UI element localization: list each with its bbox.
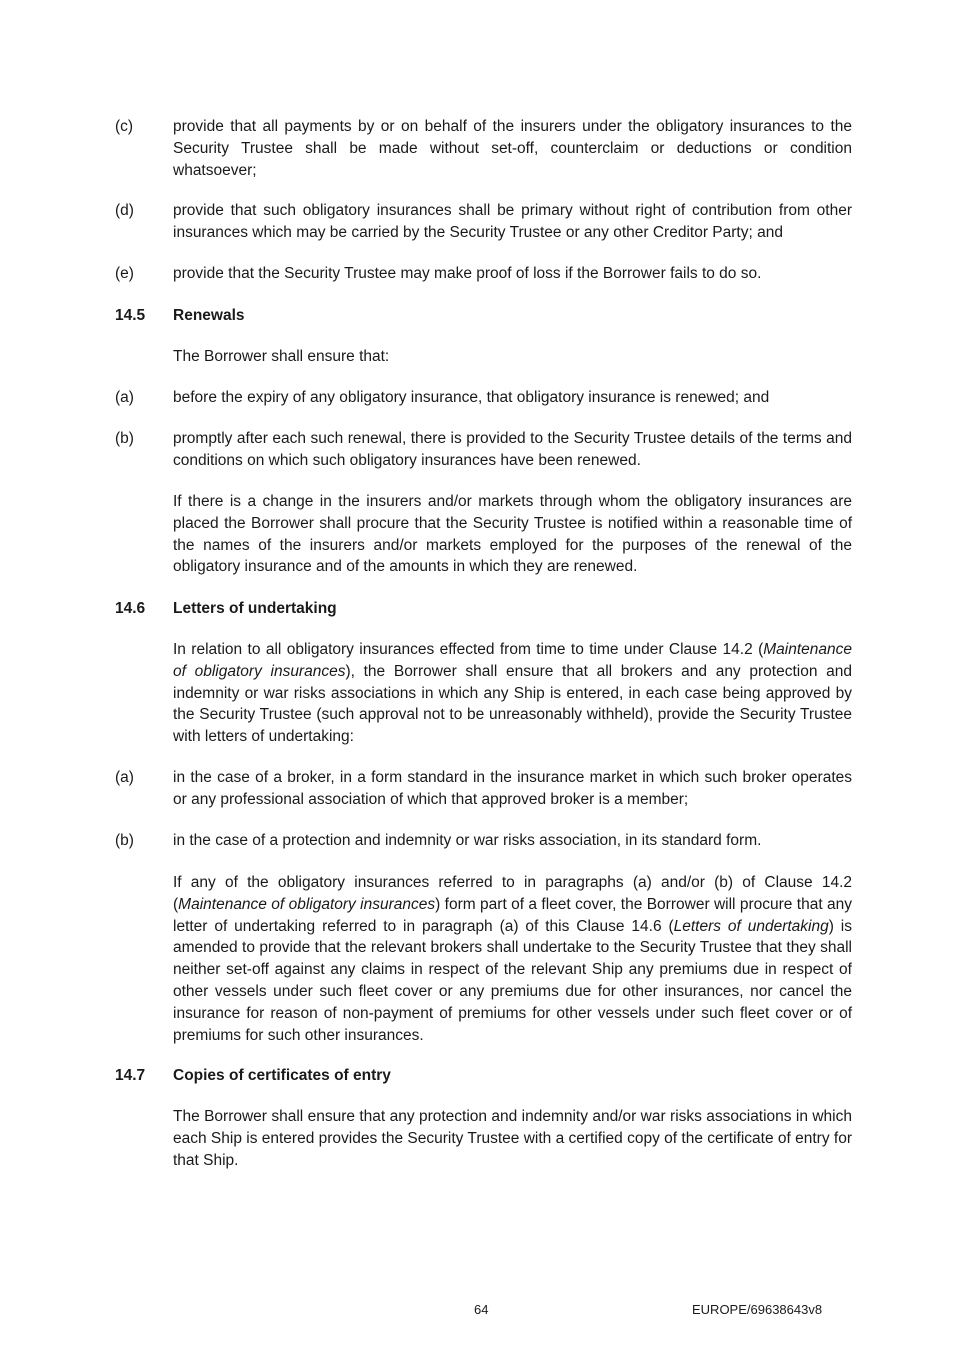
paragraph-text bbox=[173, 872, 852, 1046]
text-run: ) is amended to provide that the relevant brokers shall undertake to the Security Trustee that they shall neither set-off against any claims in respect of the relevant Ship any premiums due in respect of other vessels under such fleet cover or any premiums due for other insurances, nor cancel the insurance for reason of non-payment of premiums for other vessels under such fleet cover or of premiums for such other insurances. bbox=[173, 917, 852, 1044]
item-text: promptly after each such renewal, there is provided to the Security Trustee details of the terms and conditions on which such obligatory insurances have been renewed. bbox=[173, 430, 852, 469]
section-number: 14.6 bbox=[115, 600, 146, 617]
text-run: ), the Borrower shall ensure that all brokers and any protection and indemnity or war risks associations in which any Ship is entered, in each case being approved by the Security Trustee (such approval not to be unreasonably withheld), provide the Security Trustee with letters of undertaking: bbox=[173, 662, 852, 746]
item-text: provide that the Security Trustee may make proof of loss if the Borrower fails to do so. bbox=[173, 265, 762, 282]
section-number: 14.7 bbox=[115, 1067, 146, 1084]
item-label: (c) bbox=[115, 118, 134, 135]
section-number: 14.5 bbox=[115, 307, 146, 324]
section-title: Letters of undertaking bbox=[173, 600, 337, 617]
section-title: Renewals bbox=[173, 307, 245, 324]
intro-text bbox=[173, 639, 852, 748]
section-title: Copies of certificates of entry bbox=[173, 1067, 391, 1084]
item-text: in the case of a protection and indemnity or war risks association, in its standard form. bbox=[173, 832, 762, 849]
text-run: If any of the obligatory insurances referred to in paragraphs (a) and/or (b) of Clause 14.2 ( bbox=[173, 874, 852, 913]
item-label: (a) bbox=[115, 769, 134, 786]
item-text: before the expiry of any obligatory insurance, that obligatory insurance is renewed; and bbox=[173, 389, 770, 406]
item-text: in the case of a broker, in a form standard in the insurance market in which such broker operates or any professional association of which that approved broker is a member; bbox=[173, 769, 852, 808]
text-run: In relation to all obligatory insurances effected from time to time under Clause 14.2 ( bbox=[173, 641, 764, 658]
paragraph-text: The Borrower shall ensure that any protection and indemnity and/or war risks associations in which each Ship is entered provides the Security Trustee with a certified copy of the certificate of entry for that Ship. bbox=[173, 1108, 852, 1169]
item-text: provide that all payments by or on behalf of the insurers under the obligatory insurances to the Security Trustee shall be made without set-off, counterclaim or deductions or condition whatsoever; bbox=[173, 118, 852, 179]
item-label: (a) bbox=[115, 389, 134, 406]
item-label: (b) bbox=[115, 832, 134, 849]
intro-text: The Borrower shall ensure that: bbox=[173, 348, 390, 365]
item-label: (d) bbox=[115, 202, 134, 219]
page-number: 64 bbox=[474, 1302, 489, 1317]
paragraph-text: If there is a change in the insurers and/or markets through whom the obligatory insurances are placed the Borrower shall procure that the Security Trustee is notified within a reasonable time of the names of the insurers and/or markets employed for the purposes of the renewal of the obligatory insurance and of the amounts in which they are renewed. bbox=[173, 493, 852, 576]
document-reference: EUROPE/69638643v8 bbox=[692, 1302, 823, 1317]
clause-reference: Letters of undertaking bbox=[673, 917, 829, 935]
item-label: (e) bbox=[115, 265, 134, 282]
clause-reference: Maintenance of obligatory insurances bbox=[178, 895, 436, 913]
text-run: ) form part of a fleet cover, the Borrower will procure that any letter of undertaking referred to in paragraph (a) of this Clause 14.6 ( bbox=[173, 895, 853, 935]
item-label: (b) bbox=[115, 430, 134, 447]
clause-reference: Maintenance of obligatory insurances bbox=[173, 641, 852, 680]
item-text: provide that such obligatory insurances shall be primary without right of contribution from other insurances which may be carried by the Security Trustee or any other Creditor Party; and bbox=[173, 202, 852, 241]
